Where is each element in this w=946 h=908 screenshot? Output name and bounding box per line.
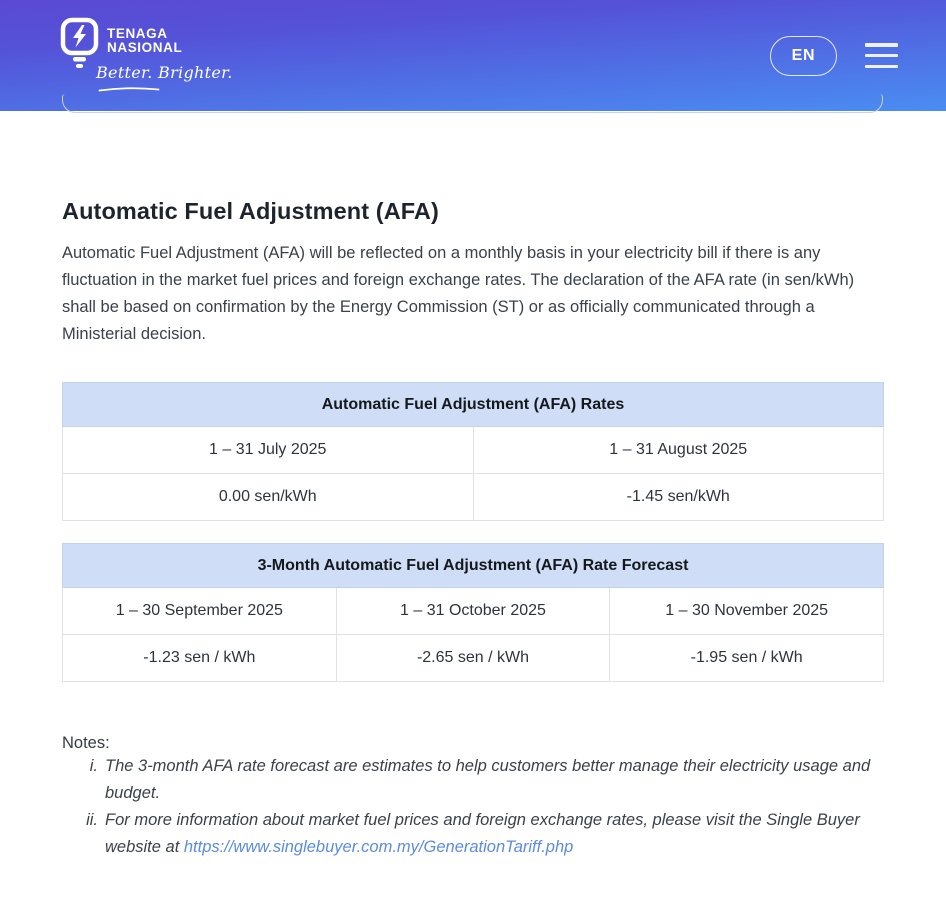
period-cell: 1 – 30 September 2025 <box>63 588 337 635</box>
single-buyer-link[interactable]: https://www.singlebuyer.com.my/GenerationTariff.php <box>183 838 574 856</box>
list-item <box>62 807 884 861</box>
main-content <box>0 111 946 861</box>
notes-section <box>62 734 884 861</box>
tnb-logo-name: TENAGA NASIONAL <box>107 26 183 55</box>
notes-label: Notes: <box>62 734 110 752</box>
table-row <box>63 588 884 635</box>
note-text: For more information about market fuel prices and foreign exchange rates, please visit the Single Buyer website at https://www.singlebuyer.com.my/GenerationTariff.php <box>105 811 860 856</box>
list-item <box>62 753 884 807</box>
rate-cell: 0.00 sen/kWh <box>63 474 474 521</box>
rate-cell: -1.95 sen / kWh <box>610 635 884 682</box>
language-selector-button[interactable]: EN <box>770 36 837 76</box>
afa-rates-table-title: Automatic Fuel Adjustment (AFA) Rates <box>63 383 884 427</box>
afa-rates-table <box>62 382 884 521</box>
tnb-logo-tagline: Better. Brighter. <box>96 63 233 82</box>
page-title: Automatic Fuel Adjustment (AFA) <box>62 198 439 224</box>
period-cell: 1 – 31 July 2025 <box>63 427 474 474</box>
tnb-logo[interactable] <box>60 13 250 98</box>
period-cell: 1 – 30 November 2025 <box>610 588 884 635</box>
note-text: The 3-month AFA rate forecast are estimates to help customers better manage their electricity usage and budget. <box>105 757 871 802</box>
afa-forecast-table-title: 3-Month Automatic Fuel Adjustment (AFA) Rate Forecast <box>63 544 884 588</box>
period-cell: 1 – 31 August 2025 <box>473 427 884 474</box>
rate-cell: -2.65 sen / kWh <box>336 635 610 682</box>
table-row <box>63 635 884 682</box>
intro-paragraph: Automatic Fuel Adjustment (AFA) will be reflected on a monthly basis in your electricity bill if there is any fluctuation in the market fuel prices and foreign exchange rates. The declaration of the AFA rate (in sen/kWh) shall be based on confirmation by the Energy Commission (ST) or as officially communicated through a Ministerial decision. <box>62 244 855 343</box>
period-cell: 1 – 31 October 2025 <box>336 588 610 635</box>
table-row <box>63 474 884 521</box>
table-row <box>63 427 884 474</box>
afa-forecast-table <box>62 543 884 682</box>
note-marker: ii. <box>86 811 98 829</box>
collapsed-card-edge <box>62 94 883 113</box>
hamburger-menu-icon[interactable] <box>865 43 898 68</box>
rate-cell: -1.23 sen / kWh <box>63 635 337 682</box>
rate-cell: -1.45 sen/kWh <box>473 474 884 521</box>
tagline-underline-swash <box>98 86 160 92</box>
note-marker: i. <box>89 757 98 775</box>
